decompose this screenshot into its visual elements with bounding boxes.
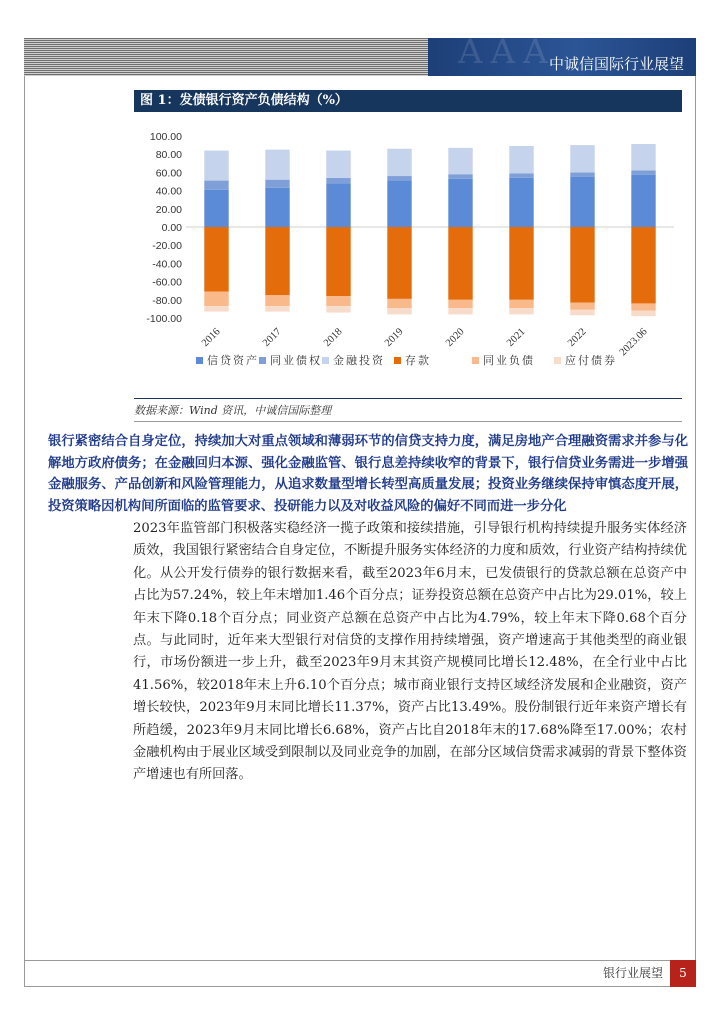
x-tick-label: 2020 (443, 326, 467, 349)
footer-divider (24, 960, 696, 961)
bar-segment (509, 308, 533, 314)
x-tick-label: 2019 (382, 326, 406, 349)
bar-segment (204, 151, 228, 181)
bar-segment (204, 292, 228, 307)
bar-segment (448, 148, 472, 174)
bar-segment (448, 179, 472, 227)
bar-segment (387, 181, 411, 227)
y-tick-label: -20.00 (152, 240, 182, 253)
bar-segment (448, 300, 472, 308)
bar-segment (387, 149, 411, 176)
bar-segment (204, 306, 228, 311)
legend-label: 同业负债 (483, 354, 535, 367)
bar-segment (631, 311, 655, 316)
bar-segment (387, 308, 411, 314)
bar-segment (265, 295, 289, 306)
bar-segment (631, 170, 655, 175)
bar-segment (204, 227, 228, 292)
x-tick-label: 2022 (565, 326, 589, 349)
bar-segment (326, 306, 350, 312)
body-paragraph: 2023年监管部门积极落实稳经济一揽子政策和接续措施，引导银行机构持续提升服务实体经济质效，我国银行紧密结合自身定位，不断提升服务实体经济的力度和质效，行业资产结构持续优化。从公开发行债券的银行数据来看，截至2023年6月末，已发债银行的贷款总额在总资产中占比为57.24%，较上年末增加1.46个百分点；证券投资总额在总资产中占比为29.01%，较上年末下降0.18个百分点；同业资产总额在总资产中占比为4.79%，较上年末下降0.68个百分点。与此同时，近年来大型银行对信贷的支撑作用持续增强，资产增速高于其他类型的商业银行，市场份额进一步上升，截至2023年9月末其资产规模同比增长12.48%，在全行业中占比41.56%，较2018年末上升6.10个百分点；城市商业银行支持区域经济发展和企业融资，资产增长较快，2023年9月末同比增长11.37%，资产占比13.49%。股份制银行近年来资产增长有所趋缓，2023年9月末同比增长6.68%，资产占比自2018年末的17.68%降至17.00%；农村金融机构由于展业区域受到限制以及同业竞争的加剧，在部分区域信贷需求减弱的背景下整体资产增速也有所回落。 (133, 521, 687, 783)
x-tick-label: 2017 (260, 326, 284, 349)
y-tick-label: -40.00 (152, 258, 182, 271)
y-tick-label: 60.00 (155, 167, 182, 180)
header-title: 中诚信国际行业展望 (548, 55, 684, 73)
bar-segment (448, 308, 472, 314)
footer-label: 银行业展望 (603, 966, 664, 980)
bar-segment (204, 190, 228, 227)
bar-segment (631, 175, 655, 227)
bar-segment (570, 172, 594, 177)
bar-segment (387, 227, 411, 299)
x-tick-label: 2023.06 (617, 326, 650, 359)
bar-segment (570, 227, 594, 303)
legend-label: 信贷资产 (207, 354, 259, 367)
legend-swatch (196, 357, 203, 364)
figure-source: 数据来源：Wind 资讯，中诚信国际整理 (134, 398, 682, 418)
bar-segment (387, 299, 411, 308)
bar-segment (265, 188, 289, 227)
bar-segment (265, 180, 289, 188)
y-tick-label: 40.00 (155, 185, 182, 198)
y-tick-label: 0.00 (161, 222, 182, 234)
bar-segment (204, 181, 228, 190)
bar-segment (387, 176, 411, 181)
bar-segment (326, 178, 350, 183)
legend-label: 应付债券 (565, 354, 617, 367)
legend-label: 金融投资 (333, 354, 385, 367)
bar-segment (631, 303, 655, 310)
stacked-bar-chart (134, 118, 682, 396)
figure-title: 图 1：发债银行资产负债结构（%） (134, 90, 682, 112)
x-tick-label: 2018 (321, 326, 345, 349)
y-tick-label: 100.00 (149, 131, 182, 143)
source-divider (134, 421, 682, 422)
bar-segment (570, 145, 594, 172)
y-tick-label: 80.00 (155, 149, 182, 162)
bar-segment (448, 227, 472, 300)
legend-swatch (472, 357, 479, 364)
bar-segment (570, 303, 594, 310)
bar-segment (509, 227, 533, 300)
y-tick-label: -100.00 (146, 313, 182, 325)
legend-swatch (554, 357, 561, 364)
legend-label: 存款 (405, 354, 431, 367)
legend-swatch (394, 357, 401, 364)
y-tick-label: -60.00 (152, 276, 182, 289)
bar-segment (509, 146, 533, 173)
header-logo-watermark: AAA (458, 38, 556, 72)
x-tick-label: 2016 (199, 326, 223, 349)
bar-segment (631, 144, 655, 170)
header-banner (428, 38, 696, 76)
y-tick-label: -80.00 (152, 294, 182, 307)
section-summary: 银行紧密结合自身定位，持续加大对重点领域和薄弱环节的信贷支持力度，满足房地产合理融资需求并参与化解地方政府债务；在金融回归本源、强化金融监管、银行息差持续收窄的背景下，银行信贷业务需进一步增强金融服务、产品创新和风险管理能力，从追求数量型增长转型高质量发展；投资业务继续保持审慎态度开展，投资策略因机构间所面临的监管要求、投研能力以及对收益风险的偏好不同而进一步分化 (48, 434, 688, 514)
bar-segment (509, 173, 533, 178)
legend-swatch (322, 357, 329, 364)
bar-segment (509, 178, 533, 227)
x-tick-label: 2021 (504, 326, 528, 349)
bar-segment (326, 296, 350, 306)
bar-segment (509, 300, 533, 308)
bar-segment (448, 174, 472, 179)
legend-label: 同业债权 (270, 354, 322, 367)
header-stripe (24, 38, 428, 76)
bar-segment (326, 151, 350, 178)
y-tick-label: 20.00 (155, 203, 182, 216)
bar-segment (265, 150, 289, 180)
bar-segment (265, 227, 289, 295)
legend-swatch (259, 357, 266, 364)
bar-segment (326, 227, 350, 296)
page-number: 5 (670, 960, 696, 987)
bar-segment (631, 227, 655, 303)
bar-segment (326, 183, 350, 227)
bar-segment (570, 310, 594, 315)
bar-segment (265, 306, 289, 311)
bar-segment (570, 177, 594, 227)
